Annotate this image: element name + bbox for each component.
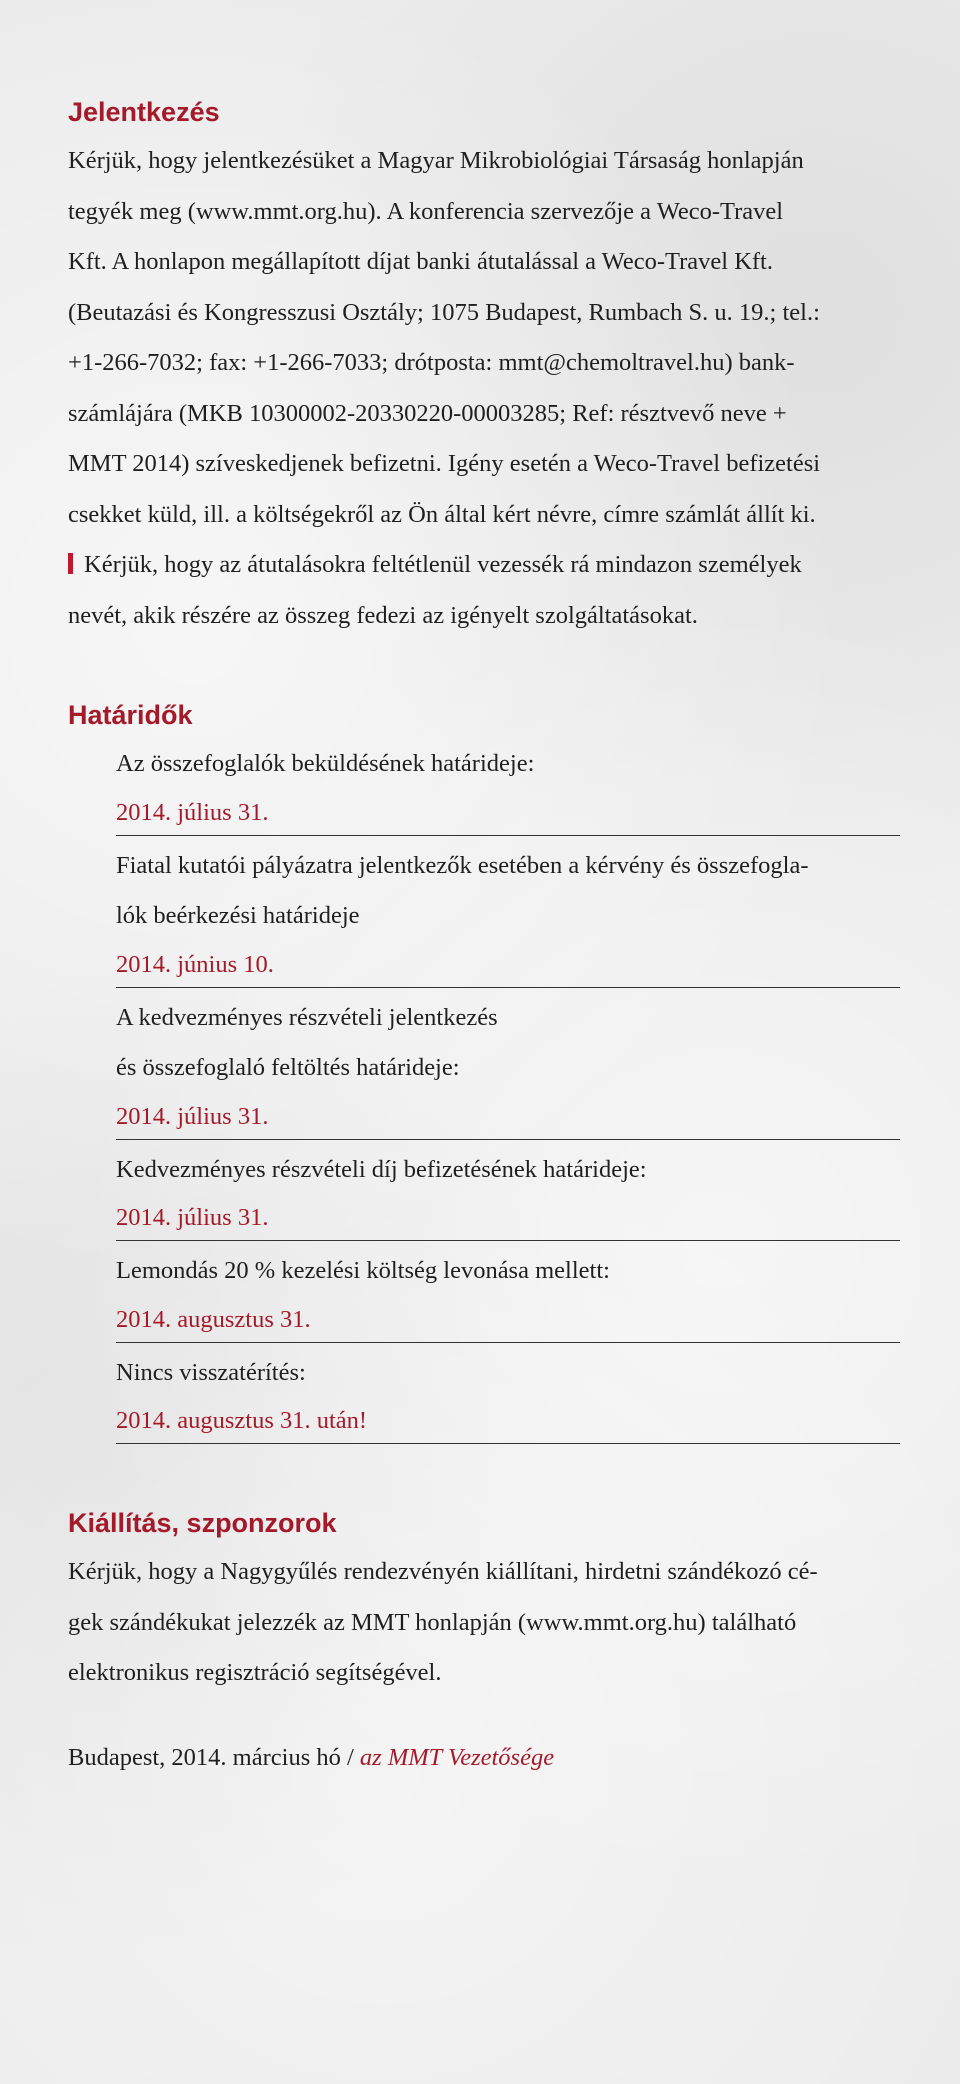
deadline-date: 2014. július 31. — [116, 1094, 900, 1140]
content — [68, 92, 900, 1783]
registration-note-text: Kérjük, hogy az átutalásokra feltétlenül vezessék rá mindazon személyek — [84, 551, 802, 578]
exhibition-heading: Kiállítás, szponzorok — [68, 1508, 337, 1538]
exhibition-line: gek szándékukat jelezzék az MMT honlapján (www.mmt.org.hu) található — [68, 1608, 797, 1636]
registration-heading: Jelentkezés — [68, 97, 220, 127]
deadline-label: lók beérkezési határideje — [116, 902, 360, 929]
deadline-label: Fiatal kutatói pályázatra jelentkezők esetében a kérvény és összefogla- — [116, 851, 809, 879]
exhibition-section — [68, 1503, 900, 1699]
deadline-date: 2014. augusztus 31. — [116, 1297, 900, 1343]
deadline-label: A kedvezményes részvételi jelentkezés — [116, 1003, 498, 1031]
registration-note-line — [68, 540, 900, 591]
deadline-label: Lemondás 20 % kezelési költség levonása mellett: — [116, 1257, 610, 1284]
deadline-list — [116, 739, 900, 1444]
deadline-date: 2014. augusztus 31. után! — [116, 1398, 900, 1444]
registration-section — [68, 92, 900, 641]
deadline-item — [116, 1145, 900, 1242]
section-spacer — [68, 641, 900, 695]
deadline-item — [116, 1246, 900, 1343]
deadline-item — [116, 739, 900, 836]
deadline-label: Az összefoglalók beküldésének határideje: — [116, 750, 535, 777]
deadline-label: Kedvezményes részvételi díj befizetésének határideje: — [116, 1155, 647, 1183]
exhibition-line: elektronikus regisztráció segítségével. — [68, 1659, 442, 1686]
registration-line: MMT 2014) szíveskedjenek befizetni. Igény esetén a Weco-Travel befizetési — [68, 450, 821, 477]
registration-line: Kft. A honlapon megállapított díjat banki átutalással a Weco-Travel Kft. — [68, 248, 773, 275]
deadline-date: 2014. július 31. — [116, 1195, 900, 1241]
deadline-label: Nincs visszatérítés: — [116, 1358, 306, 1386]
exhibition-line: Kérjük, hogy a Nagygyűlés rendezvényén kiállítani, hirdetni szándékozó cé- — [68, 1558, 818, 1585]
deadline-label: és összefoglaló feltöltés határideje: — [116, 1054, 460, 1081]
deadline-date: 2014. július 31. — [116, 790, 900, 836]
deadlines-section — [68, 695, 900, 1444]
registration-line: tegyék meg (www.mmt.org.hu). A konferencia szervezője a Weco-Travel — [68, 197, 784, 225]
registration-line: számlájára (MKB 10300002-20330220-00003285; Ref: résztvevő neve + — [68, 399, 787, 427]
section-spacer — [68, 1449, 900, 1503]
section-spacer — [68, 1699, 900, 1733]
registration-line: nevét, akik részére az összeg fedezi az igényelt szolgáltatásokat. — [68, 601, 698, 629]
signature-organization: az MMT Vezetősége — [359, 1743, 555, 1771]
registration-line: +1-266-7032; fax: +1-266-7033; drótposta: mmt@chemoltravel.hu) bank- — [68, 349, 795, 376]
deadlines-heading: Határidők — [68, 700, 193, 730]
registration-line: Kérjük, hogy jelentkezésüket a Magyar Mikrobiológiai Társaság honlapján — [68, 147, 804, 174]
deadline-date: 2014. június 10. — [116, 942, 900, 988]
paragraph-marker-icon — [68, 553, 73, 574]
signature-text: Budapest, 2014. március hó / — [68, 1743, 360, 1771]
deadline-item — [116, 1348, 900, 1445]
deadline-item — [116, 993, 900, 1140]
registration-line: (Beutazási és Kongresszusi Osztály; 1075 Budapest, Rumbach S. u. 19.; tel.: — [68, 298, 820, 326]
deadline-item — [116, 841, 900, 988]
registration-line: csekket küld, ill. a költségekről az Ön által kért névre, címre számlát állít ki. — [68, 500, 816, 528]
signature — [68, 1733, 900, 1783]
